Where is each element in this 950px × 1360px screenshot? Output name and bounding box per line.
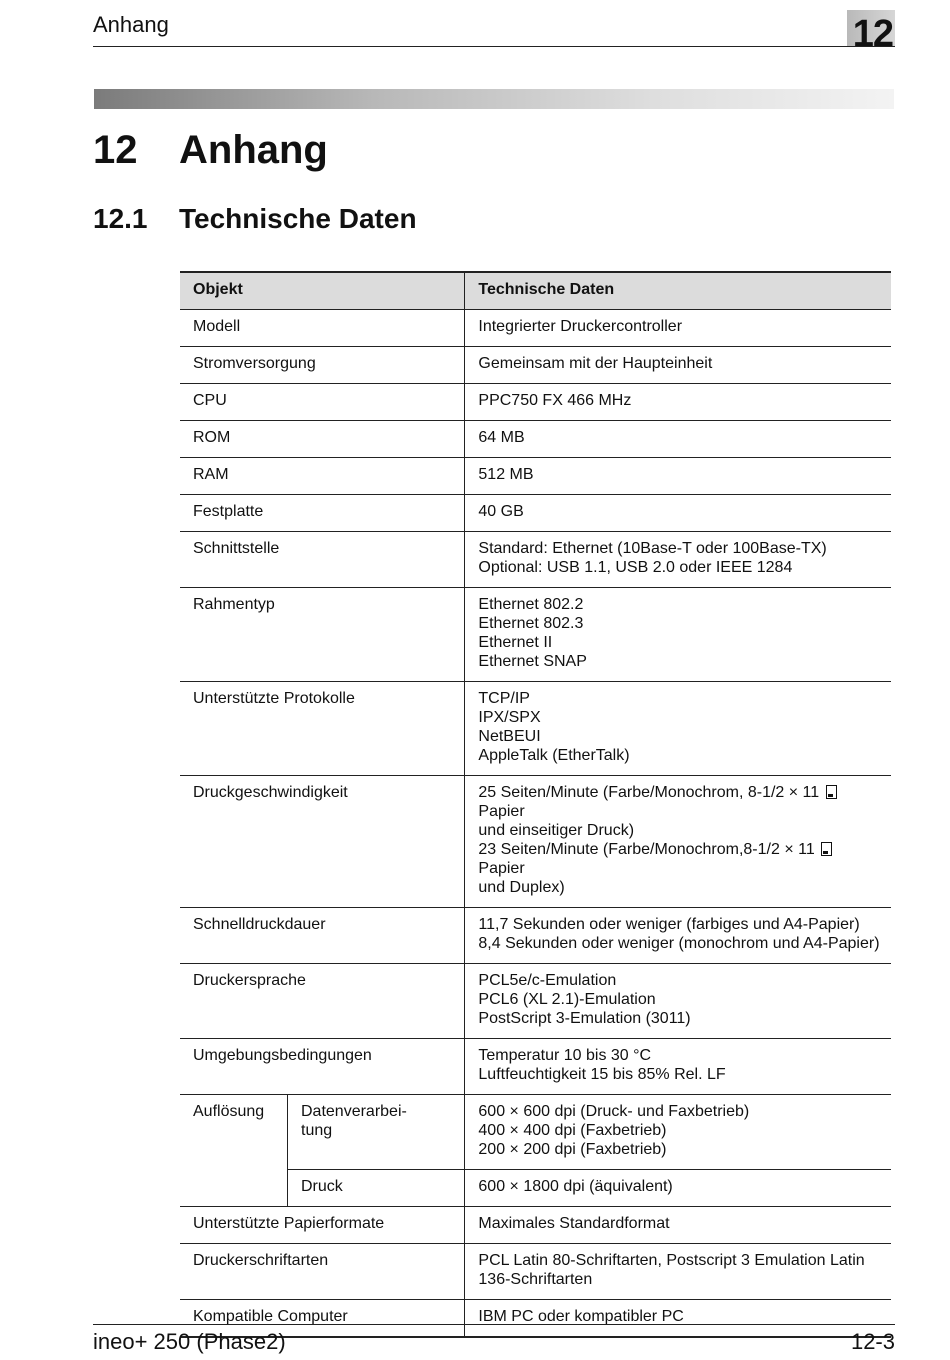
row-label: RAM	[180, 458, 465, 495]
row-label: Rahmentyp	[180, 588, 465, 682]
value-text: 23 Seiten/Minute (Farbe/Monochrom,8-1/2 × 11	[478, 841, 815, 858]
row-value	[465, 347, 891, 384]
table-row	[180, 1300, 891, 1338]
value-line: 600 × 1800 dpi (äquivalent)	[478, 1178, 673, 1195]
header-title: Anhang	[93, 12, 169, 37]
row-value	[465, 964, 891, 1039]
value-line: und Duplex)	[478, 879, 565, 896]
value-line: 8,4 Sekunden oder weniger (monochrom und A4-Papier)	[478, 935, 880, 952]
value-line: Optional: USB 1.1, USB 2.0 oder IEEE 1284	[478, 559, 793, 576]
row-label: Druckgeschwindigkeit	[180, 776, 465, 908]
table-row	[180, 310, 891, 347]
column-header-objekt: Objekt	[180, 272, 465, 310]
value-line: PCL6 (XL 2.1)-Emulation	[478, 991, 656, 1008]
value-line: TCP/IP	[478, 690, 530, 707]
row-value	[465, 310, 891, 347]
portrait-paper-icon	[821, 842, 832, 856]
row-value	[465, 495, 891, 532]
table-row	[180, 347, 891, 384]
value-text: Papier	[478, 860, 525, 877]
row-value	[465, 588, 891, 682]
value-line: Ethernet 802.2	[478, 596, 584, 613]
decorative-gradient-bar	[94, 89, 894, 109]
table-row	[180, 1207, 891, 1244]
table-row	[180, 532, 891, 588]
sublabel-line: Datenverarbei-	[301, 1103, 407, 1120]
table-row	[180, 682, 891, 776]
value-line: 600 × 600 dpi (Druck- und Faxbetrieb)	[478, 1103, 750, 1120]
spec-table	[180, 271, 891, 1338]
value-line: Gemeinsam mit der Haupteinheit	[478, 355, 713, 372]
chapter-heading-title: Anhang	[179, 128, 328, 172]
value-line: Integrierter Druckercontroller	[478, 318, 683, 335]
row-label: Schnittstelle	[180, 532, 465, 588]
section-heading	[93, 203, 417, 235]
value-line: PPC750 FX 466 MHz	[478, 392, 632, 409]
chapter-tab	[847, 10, 895, 55]
row-sublabel	[288, 1095, 465, 1170]
table-header-row	[180, 272, 891, 310]
value-line: Luftfeuchtigkeit 15 bis 85% Rel. LF	[478, 1066, 726, 1083]
row-value	[465, 1244, 891, 1300]
row-label: Kompatible Computer	[180, 1300, 465, 1338]
value-line: Maximales Standardformat	[478, 1215, 670, 1232]
value-line: 11,7 Sekunden oder weniger (farbiges und A4-Papier)	[478, 916, 860, 933]
row-value	[465, 532, 891, 588]
row-value	[465, 458, 891, 495]
value-line: 40 GB	[478, 503, 524, 520]
row-label: CPU	[180, 384, 465, 421]
value-line: Ethernet II	[478, 634, 553, 651]
table-row	[180, 964, 891, 1039]
chapter-number: 12	[852, 13, 893, 55]
portrait-paper-icon	[826, 785, 837, 799]
value-line: 400 × 400 dpi (Faxbetrieb)	[478, 1122, 667, 1139]
value-line: 64 MB	[478, 429, 525, 446]
value-line: Ethernet 802.3	[478, 615, 584, 632]
row-value	[465, 421, 891, 458]
value-line: und einseitiger Druck)	[478, 822, 635, 839]
row-label: Festplatte	[180, 495, 465, 532]
row-value	[465, 1170, 891, 1207]
value-line: PostScript 3-Emulation (3011)	[478, 1010, 691, 1027]
row-value	[465, 1039, 891, 1095]
row-label: Stromversorgung	[180, 347, 465, 384]
section-heading-title: Technische Daten	[179, 203, 417, 234]
row-label: Umgebungsbedingungen	[180, 1039, 465, 1095]
value-line: 136-Schriftarten	[478, 1271, 593, 1288]
row-value	[465, 384, 891, 421]
chapter-heading-number: 12	[93, 128, 138, 172]
table-row	[180, 495, 891, 532]
table-row	[180, 1244, 891, 1300]
page-footer	[93, 1324, 895, 1354]
row-value	[465, 908, 891, 964]
section-heading-number: 12.1	[93, 203, 148, 234]
table-row	[180, 588, 891, 682]
row-label: Druckerschriftarten	[180, 1244, 465, 1300]
table-row	[180, 458, 891, 495]
value-line: PCL Latin 80-Schriftarten, Postscript 3 Emulation Latin	[478, 1252, 865, 1269]
row-label: Schnelldruckdauer	[180, 908, 465, 964]
value-line: Standard: Ethernet (10Base-T oder 100Base-TX)	[478, 540, 827, 557]
row-label: ROM	[180, 421, 465, 458]
table-row	[180, 421, 891, 458]
table-row	[180, 908, 891, 964]
table-row	[180, 1039, 891, 1095]
row-value	[465, 682, 891, 776]
value-line	[478, 840, 881, 878]
page-header	[93, 0, 895, 55]
table-row	[180, 776, 891, 908]
footer-page-number: 12-3	[850, 1329, 895, 1354]
value-text: 25 Seiten/Minute (Farbe/Monochrom, 8-1/2 × 11	[478, 784, 820, 801]
value-line	[478, 783, 881, 821]
row-label: Unterstützte Protokolle	[180, 682, 465, 776]
row-value	[465, 1207, 891, 1244]
value-line: 512 MB	[478, 466, 534, 483]
chapter-heading	[93, 128, 328, 173]
row-label: Auflösung	[180, 1095, 288, 1207]
row-value	[465, 1300, 891, 1338]
table-row	[180, 384, 891, 421]
table-row	[180, 1095, 891, 1170]
row-label: Druckersprache	[180, 964, 465, 1039]
value-line: NetBEUI	[478, 728, 541, 745]
value-line: 200 × 200 dpi (Faxbetrieb)	[478, 1141, 667, 1158]
value-line: Temperatur 10 bis 30 °C	[478, 1047, 652, 1064]
sublabel-line: tung	[301, 1122, 333, 1139]
row-sublabel: Druck	[288, 1170, 465, 1207]
row-label: Modell	[180, 310, 465, 347]
value-line: PCL5e/c-Emulation	[478, 972, 617, 989]
row-label: Unterstützte Papierformate	[180, 1207, 465, 1244]
value-line: IBM PC oder kompatibler PC	[478, 1308, 684, 1325]
value-line: IPX/SPX	[478, 709, 541, 726]
value-line: Ethernet SNAP	[478, 653, 587, 670]
footer-product: ineo+ 250 (Phase2)	[93, 1329, 286, 1354]
row-value	[465, 776, 891, 908]
value-line: AppleTalk (EtherTalk)	[478, 747, 630, 764]
table-row	[180, 1170, 891, 1207]
row-value	[465, 1095, 891, 1170]
value-text: Papier	[478, 803, 525, 820]
column-header-daten: Technische Daten	[465, 272, 891, 310]
